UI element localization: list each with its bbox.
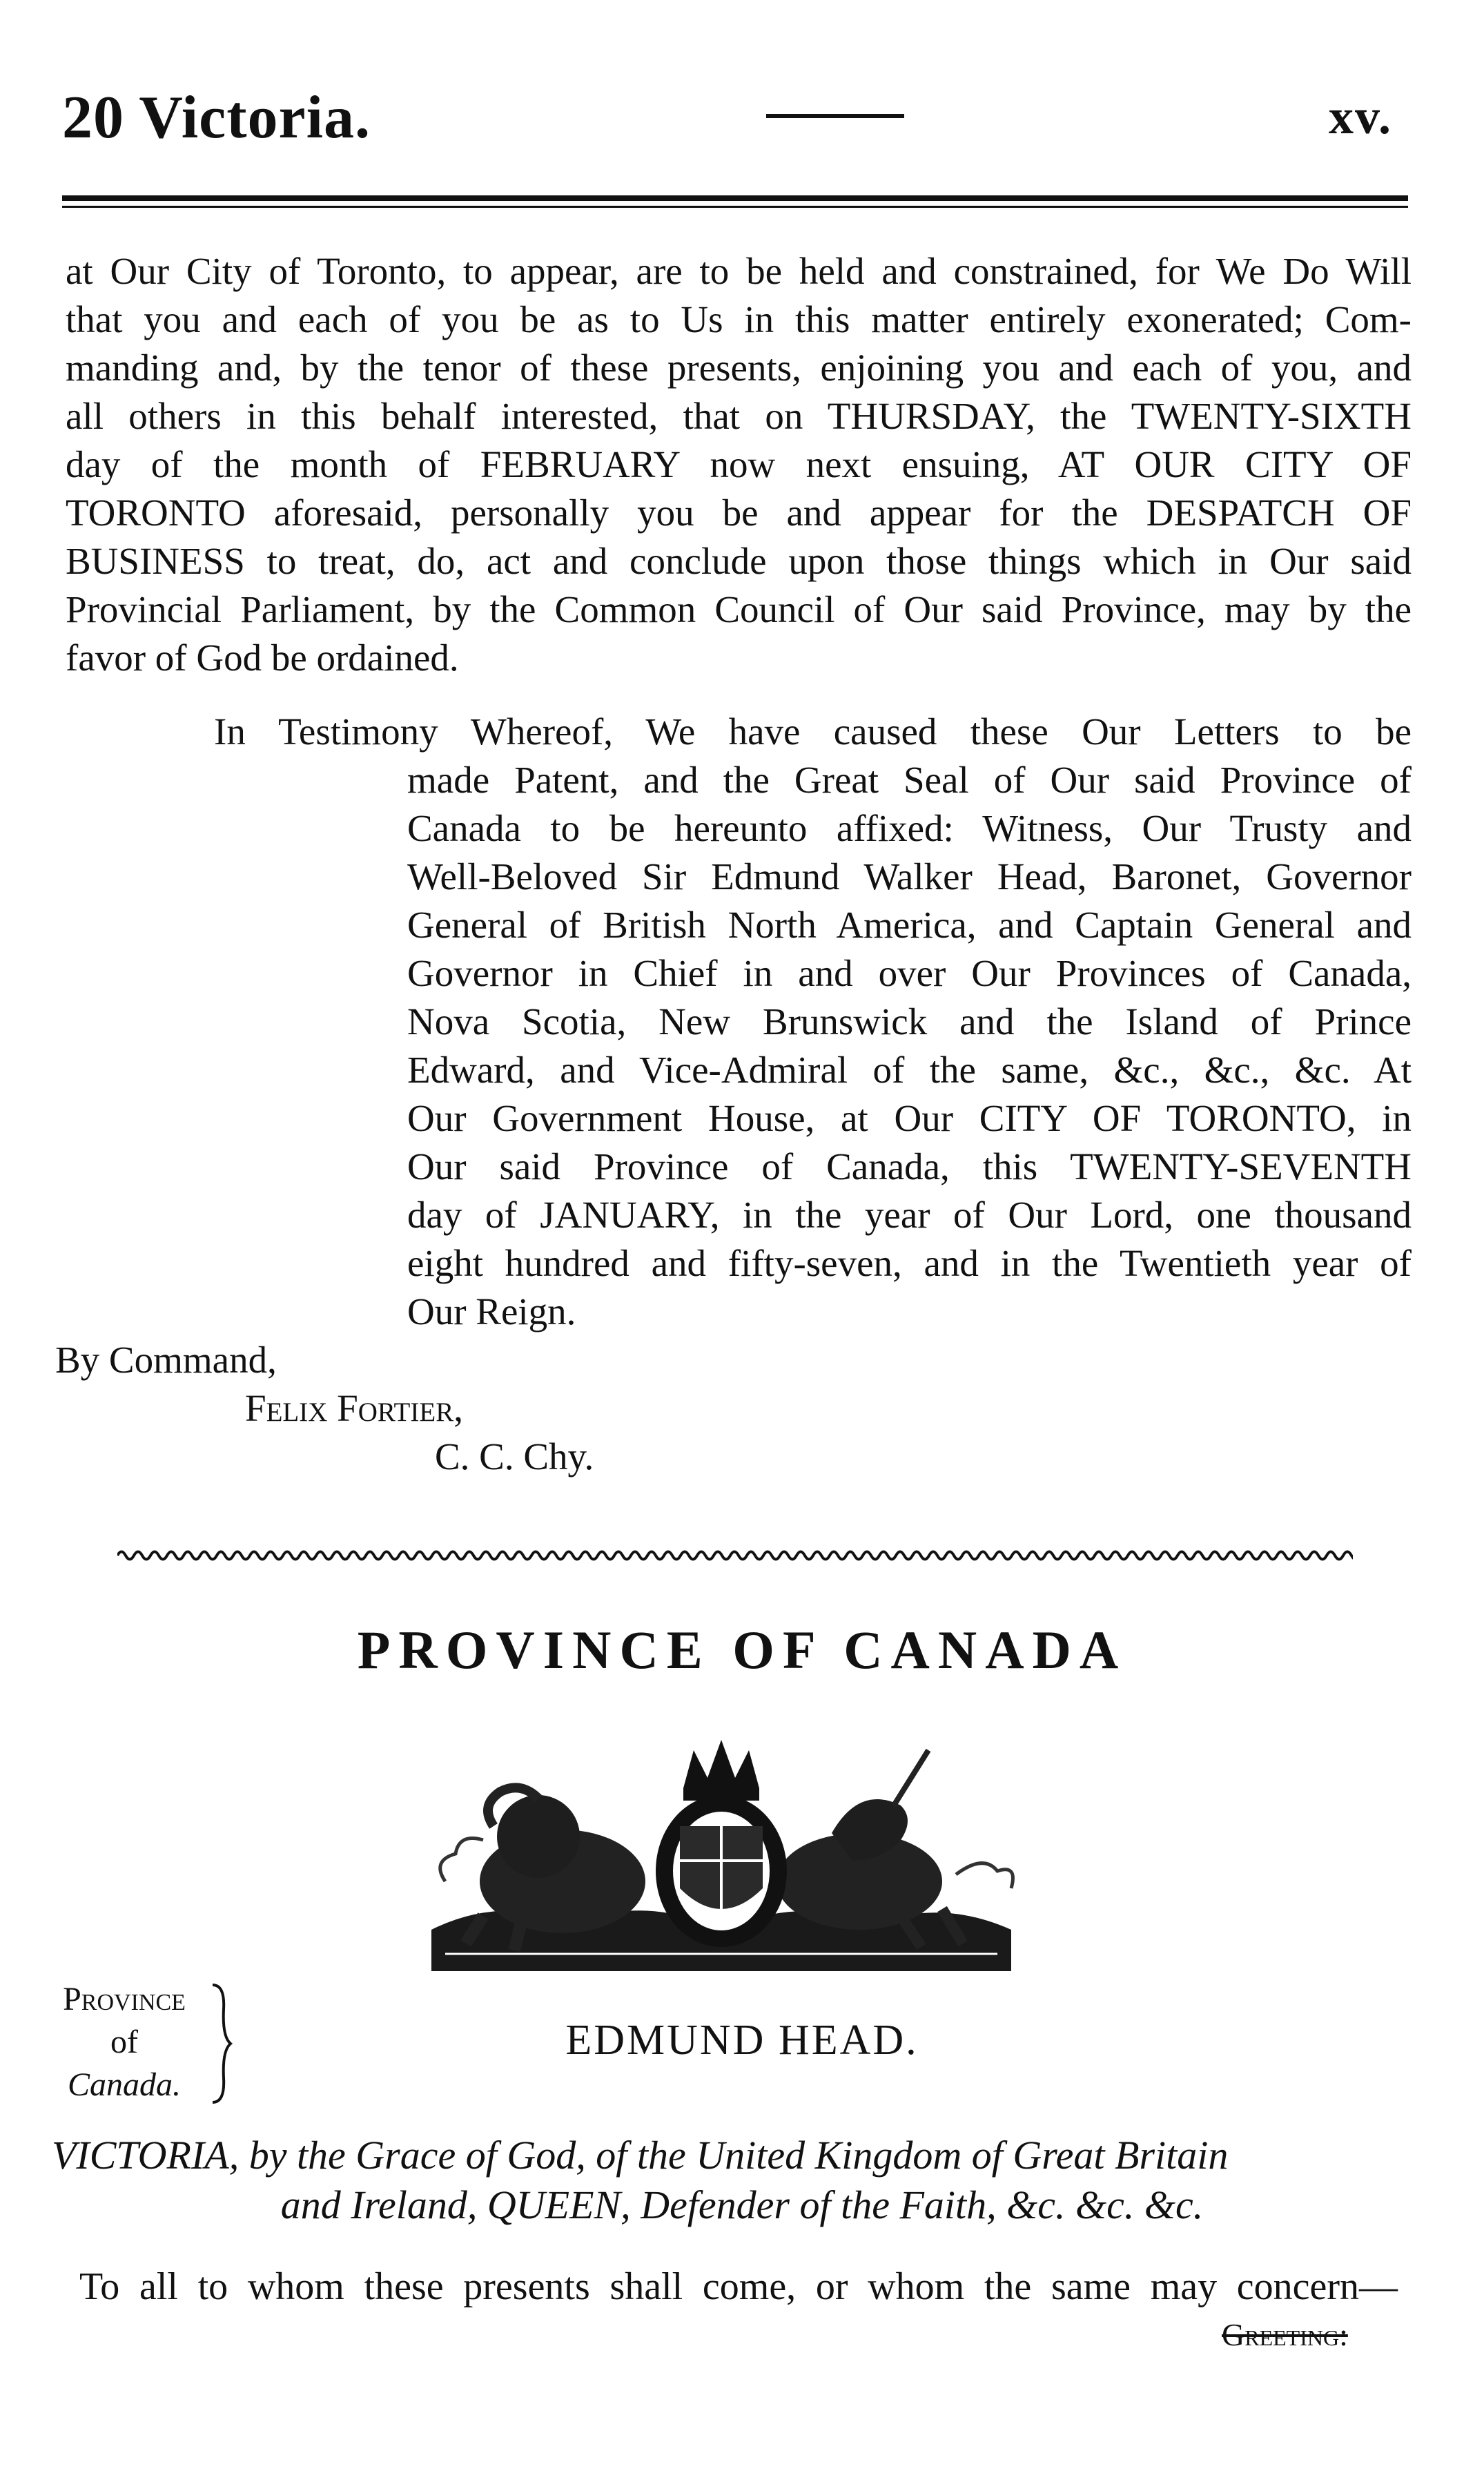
side-label-line: Province [63, 1981, 186, 2017]
royal-style-line-2: and Ireland, QUEEN, Defender of the Faith, &c. &c. &c. [280, 2182, 1204, 2227]
text-line: made Patent, and the Great Seal of Our said Province of [407, 759, 1412, 801]
text-line: TORONTO aforesaid, personally you be and appear for the DESPATCH OF [66, 492, 1412, 534]
text-line: at Our City of Toronto, to appear, are to be held and constrained, for We Do Will [66, 250, 1412, 292]
text-line: In Testimony Whereof, We have caused these Our Letters to be [214, 710, 1412, 753]
text-line: Edward, and Vice-Admiral of the same, &c., &c., &c. At [407, 1049, 1412, 1091]
running-head-left: 20 Victoria. [62, 84, 371, 151]
text-line: Governor in Chief in and over Our Provinces of Canada, [407, 952, 1412, 994]
header-dash [766, 114, 904, 118]
text-line: day of JANUARY, in the year of Our Lord, one thousand [407, 1194, 1412, 1236]
text-line: eight hundred and fifty-seven, and in the Twentieth year of [407, 1242, 1412, 1284]
text-line: Our Government House, at Our CITY OF TORONTO, in [407, 1097, 1412, 1139]
header-rule-thin [62, 206, 1408, 208]
text-line: General of British North America, and Captain General and [407, 904, 1412, 946]
text-line: Well-Beloved Sir Edmund Walker Head, Baronet, Governor [407, 855, 1412, 898]
royal-style-line-1: VICTORIA, by the Grace of God, of the United Kingdom of Great Britain [52, 2133, 1229, 2178]
text-line: Our said Province of Canada, this TWENTY-SEVENTH [407, 1145, 1412, 1188]
royal-coat-of-arms-icon [418, 1723, 1025, 1978]
signatory-title: C. C. Chy. [435, 1435, 594, 1477]
text-line: all others in this behalf interested, that on THURSDAY, the TWENTY-SIXTH [66, 395, 1412, 437]
text-line: day of the month of FEBRUARY now next ensuing, AT OUR CITY OF [66, 443, 1412, 485]
text-line: Canada to be hereunto affixed: Witness, Our Trusty and [407, 807, 1412, 849]
signatory-name: Felix Fortier, [245, 1387, 463, 1429]
text-line: Provincial Parliament, by the Common Council of Our said Province, may by the [66, 588, 1412, 630]
text-line: that you and each of you be as to Us in this matter entirely exonerated; Com- [66, 298, 1412, 340]
governor-name: EDMUND HEAD. [565, 2017, 919, 2064]
by-command: By Command, [55, 1339, 277, 1381]
side-label-line: of [110, 2024, 138, 2060]
address-line: To all to whom these presents shall come, or whom the same may concern— [79, 2265, 1398, 2308]
text-line: Our Reign. [407, 1290, 576, 1333]
text-line: manding and, by the tenor of these presents, enjoining you and each of you, and [66, 347, 1412, 389]
running-head-right: xv. [1329, 89, 1393, 144]
text-line: favor of God be ordained. [66, 637, 459, 679]
text-line: Nova Scotia, New Brunswick and the Island of Prince [407, 1000, 1412, 1043]
side-label-line: Canada. [67, 2066, 181, 2103]
text-line: BUSINESS to treat, do, act and conclude upon those things which in Our said [66, 540, 1412, 582]
header-rule-thick [62, 195, 1408, 201]
greeting: Greeting: [1222, 2317, 1348, 2352]
province-heading: PROVINCE OF CANADA [357, 1620, 1127, 1680]
wavy-divider [117, 1545, 1353, 1566]
